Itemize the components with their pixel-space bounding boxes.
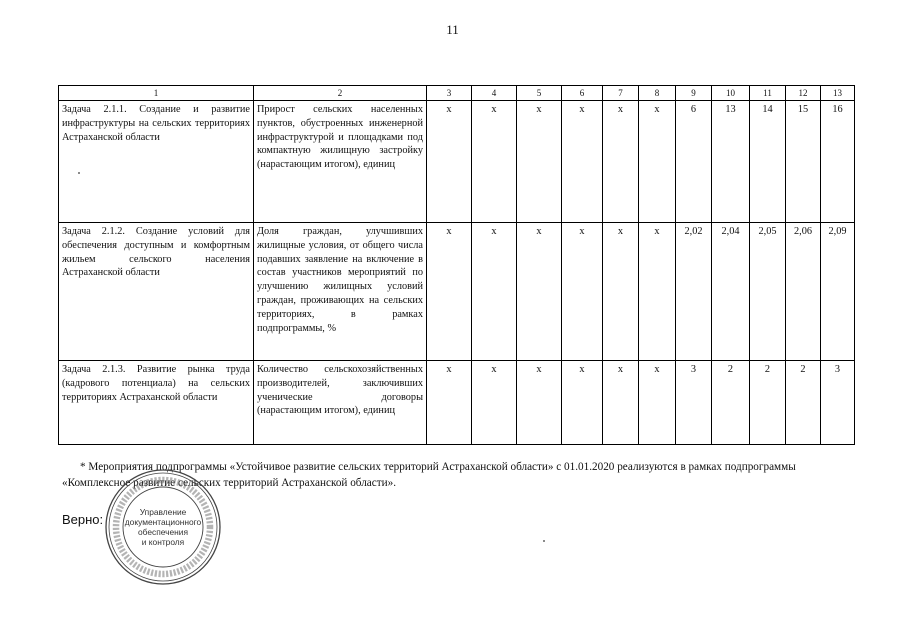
value-cell: x (472, 223, 517, 361)
value-cell: 2 (750, 361, 786, 445)
column-header: 1 (59, 86, 254, 101)
task-cell: Задача 2.1.2. Создание условий для обеспечения доступным и комфортным жильем сельского населения Астраханской области (59, 223, 254, 361)
value-cell: 2 (712, 361, 750, 445)
value-cell: 2 (786, 361, 821, 445)
stamp-inner-text (104, 468, 222, 586)
value-cell: x (517, 223, 562, 361)
column-header: 5 (517, 86, 562, 101)
indicator-cell: Количество сельскохозяйственных производителей, заключивших ученические договоры (нарастающим итогом), единиц (254, 361, 427, 445)
value-cell: 14 (750, 101, 786, 223)
value-cell: 3 (821, 361, 855, 445)
stamp-line: и контроля (141, 537, 185, 547)
footnote: * Мероприятия подпрограммы «Устойчивое развитие сельских территорий Астраханской области» с 01.01.2020 реализуются в рамках подпрограммы «Комплексное развитие сельских территорий Астраханской области». (62, 461, 796, 489)
indicator-cell: Доля граждан, улучшивших жилищные условия, от общего числа подавших заявление на включение в состав участников мероприятий по улучшению жилищных условий граждан, проживающих на сельских территориях, в рамках подпрограммы, % (254, 223, 427, 361)
value-cell: x (472, 101, 517, 223)
speck-mark (78, 172, 80, 174)
stamp-line: обеспечения (138, 527, 188, 537)
task-cell: Задача 2.1.3. Развитие рынка труда (кадрового потенциала) на сельских территориях Астраханской области (59, 361, 254, 445)
column-header: 10 (712, 86, 750, 101)
value-cell: x (472, 361, 517, 445)
value-cell: 3 (676, 361, 712, 445)
value-cell: x (639, 361, 676, 445)
stamp-line: документационного (124, 517, 202, 527)
table-row (59, 223, 855, 361)
value-cell: x (427, 101, 472, 223)
indicator-cell: Прирост сельских населенных пунктов, обустроенных инженерной инфраструктурой и площадками под компактную жилищную застройку (нарастающим итогом), единиц (254, 101, 427, 223)
column-header: 6 (562, 86, 603, 101)
column-header: 7 (603, 86, 639, 101)
value-cell: 16 (821, 101, 855, 223)
value-cell: x (517, 361, 562, 445)
value-cell: x (639, 101, 676, 223)
column-header: 8 (639, 86, 676, 101)
task-cell: Задача 2.1.1. Создание и развитие инфраструктуры на сельских территориях Астраханской области (59, 101, 254, 223)
column-header: 11 (750, 86, 786, 101)
value-cell: x (517, 101, 562, 223)
speck-mark (543, 540, 545, 542)
value-cell: 2,05 (750, 223, 786, 361)
value-cell: x (603, 361, 639, 445)
value-cell: 15 (786, 101, 821, 223)
table-row (59, 361, 855, 445)
value-cell: 2,04 (712, 223, 750, 361)
value-cell: x (562, 361, 603, 445)
column-header: 4 (472, 86, 517, 101)
verno-label: Верно: (62, 512, 104, 527)
header-row (59, 86, 855, 101)
value-cell: x (603, 223, 639, 361)
value-cell: 2,02 (676, 223, 712, 361)
official-stamp (104, 468, 222, 586)
value-cell: x (603, 101, 639, 223)
value-cell: x (427, 361, 472, 445)
value-cell: 13 (712, 101, 750, 223)
column-header: 3 (427, 86, 472, 101)
column-header: 13 (821, 86, 855, 101)
column-header: 2 (254, 86, 427, 101)
value-cell: 2,06 (786, 223, 821, 361)
value-cell: 2,09 (821, 223, 855, 361)
page-number: 11 (446, 22, 459, 37)
column-header: 9 (676, 86, 712, 101)
tasks-table (58, 85, 855, 445)
value-cell: x (427, 223, 472, 361)
table-row (59, 101, 855, 223)
value-cell: x (562, 101, 603, 223)
column-header: 12 (786, 86, 821, 101)
value-cell: x (639, 223, 676, 361)
stamp-line: Управление (139, 507, 187, 517)
value-cell: 6 (676, 101, 712, 223)
value-cell: x (562, 223, 603, 361)
